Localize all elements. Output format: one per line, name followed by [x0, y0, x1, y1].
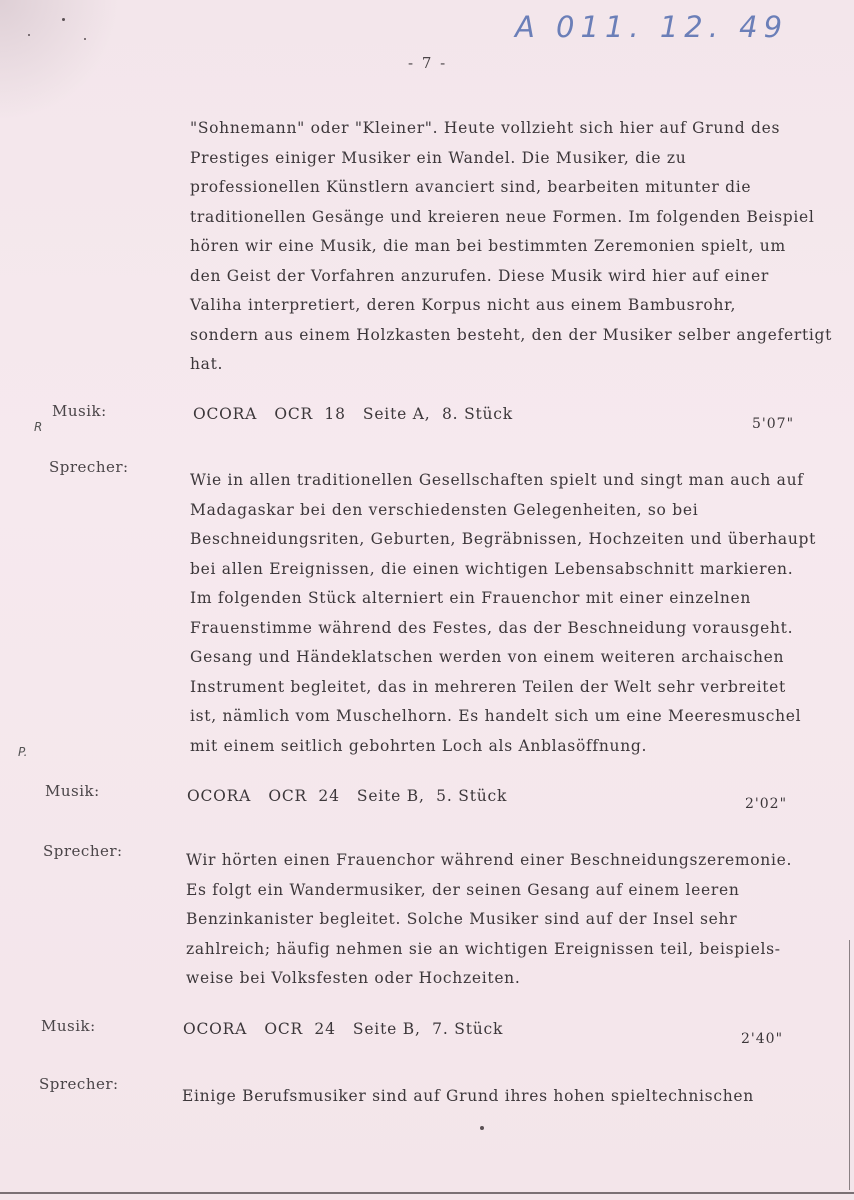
music-duration: 2'02": [745, 796, 788, 812]
speck: [84, 38, 86, 40]
archive-number: A 011. 12. 49: [515, 10, 789, 44]
speck: [28, 34, 30, 36]
sprecher-label: Sprecher:: [49, 458, 129, 476]
speck: [62, 18, 65, 21]
page-number: - 7 -: [408, 54, 448, 72]
music-reference: OCORA OCR 24 Seite B, 5. Stück: [187, 787, 508, 805]
speck: [480, 1126, 484, 1130]
corner-shading: [0, 0, 120, 120]
musik-label: Musik:: [52, 402, 107, 420]
musik-label: Musik:: [41, 1017, 96, 1035]
music-duration: 5'07": [752, 416, 795, 432]
paper-edge: [849, 940, 850, 1190]
sprecher-label: Sprecher:: [39, 1075, 119, 1093]
margin-mark: P.: [18, 745, 28, 759]
music-reference: OCORA OCR 24 Seite B, 7. Stück: [183, 1020, 504, 1038]
music-reference: OCORA OCR 18 Seite A, 8. Stück: [193, 405, 513, 423]
music-duration: 2'40": [741, 1031, 784, 1047]
musik-label: Musik:: [45, 782, 100, 800]
intro-paragraph: "Sohnemann" oder "Kleiner". Heute vollzieht sich hier auf Grund des Prestiges einiger Musiker ein Wandel. Die Musiker, die zu professionellen Künstlern avanciert sind, bearbeiten mitunter die traditionellen Gesänge und kreieren neue Formen. Im folgenden Beispiel hören wir eine Musik, die man bei bestimmten Zeremonien spielt, um den Geist der Vorfahren anzurufen. Diese Musik wird hier auf einer Valiha interpretiert, deren Korpus nicht aus einem Bambusrohr, sondern aus einem Holzkasten besteht, den der Musiker selber angefertigt hat.: [190, 119, 833, 373]
sprecher-text: Wie in allen traditionellen Gesellschaften spielt und singt man auch auf Madagaskar bei den verschiedensten Gelegenheiten, so bei Beschneidungsriten, Geburten, Begräbnissen, Hochzeiten und überhaupt bei allen Ereignissen, die einen wichtigen Lebensabschnitt markieren. Im folgenden Stück alterniert ein Frauenchor mit einer einzelnen Frauenstimme während des Festes, das der Beschneidung vorausgeht. Gesang und Händeklatschen werden von einem weiteren archaischen Instrument begleitet, das in mehreren Teilen der Welt sehr verbreitet ist, nämlich vom Muschelhorn. Es handelt sich um eine Meeresmuschel mit einem seitlich gebohrten Loch als Anblasöffnung.: [190, 471, 817, 755]
sprecher-text: Wir hörten einen Frauenchor während einer Beschneidungszeremonie. Es folgt ein Wandermusiker, der seinen Gesang auf einem leeren Benzinkanister begleitet. Solche Musiker sind auf der Insel sehr zahlreich; häufig nehmen sie an wichtigen Ereignissen teil, beispiels- weise bei Volksfesten oder Hochzeiten.: [186, 851, 793, 987]
sprecher-text: Einige Berufsmusiker sind auf Grund ihres hohen spieltechnischen: [182, 1087, 754, 1105]
margin-mark: R: [34, 420, 43, 434]
sprecher-label: Sprecher:: [43, 842, 123, 860]
paper-edge: [0, 1192, 854, 1194]
